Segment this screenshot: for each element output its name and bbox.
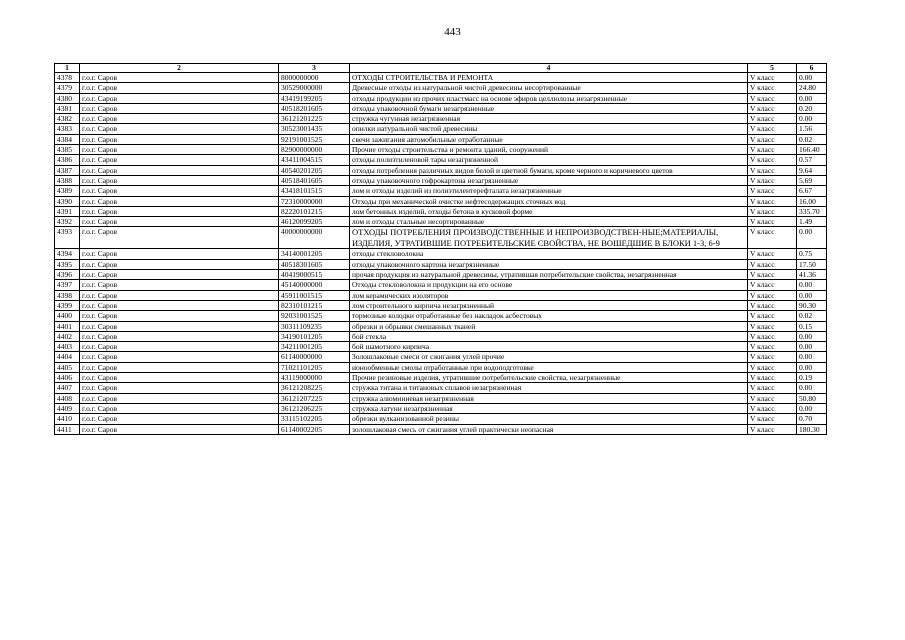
- waste-code: 43418101515: [279, 186, 350, 196]
- amount-value: 50.80: [797, 393, 827, 403]
- amount-value: 0.00: [797, 342, 827, 352]
- amount-value: 0.00: [797, 73, 827, 83]
- row-number: 4395: [55, 259, 80, 269]
- amount-value: 166.40: [797, 145, 827, 155]
- place-name: г.о.г. Саров: [80, 362, 279, 372]
- place-name: г.о.г. Саров: [80, 321, 279, 331]
- place-name: г.о.г. Саров: [80, 217, 279, 227]
- row-number: 4400: [55, 311, 80, 321]
- column-header: 2: [80, 64, 279, 73]
- row-number: 4409: [55, 403, 80, 413]
- waste-name: лом и отходы изделий из полиэтилентерефталата незагрязненные: [350, 186, 748, 196]
- hazard-class: V класс: [748, 155, 797, 165]
- amount-value: 0.00: [797, 362, 827, 372]
- amount-value: 24.80: [797, 83, 827, 93]
- place-name: г.о.г. Саров: [80, 259, 279, 269]
- hazard-class: V класс: [748, 414, 797, 424]
- waste-code: 45140000000: [279, 280, 350, 290]
- place-name: г.о.г. Саров: [80, 103, 279, 113]
- waste-code: 34211001205: [279, 342, 350, 352]
- column-header: 6: [797, 64, 827, 73]
- hazard-class: V класс: [748, 300, 797, 310]
- table-row: [55, 383, 827, 393]
- hazard-class: V класс: [748, 259, 797, 269]
- table-row: [55, 103, 827, 113]
- row-number: 4399: [55, 300, 80, 310]
- table-row: [55, 124, 827, 134]
- place-name: г.о.г. Саров: [80, 145, 279, 155]
- waste-code: 46120099205: [279, 217, 350, 227]
- waste-name: отходы потребления различных видов белой и цветной бумаги, кроме черного и коричневого цветов: [350, 165, 748, 175]
- hazard-class: V класс: [748, 321, 797, 331]
- waste-code: 30523001435: [279, 124, 350, 134]
- table-row: [55, 73, 827, 83]
- place-name: г.о.г. Саров: [80, 186, 279, 196]
- waste-code: 71021101205: [279, 362, 350, 372]
- amount-value: 6.67: [797, 186, 827, 196]
- row-number: 4405: [55, 362, 80, 372]
- row-number: 4385: [55, 145, 80, 155]
- hazard-class: V класс: [748, 93, 797, 103]
- waste-name: Золошлаковые смеси от сжигания углей прочие: [350, 352, 748, 362]
- hazard-class: V класс: [748, 373, 797, 383]
- waste-code: 36121208225: [279, 383, 350, 393]
- waste-name: стружка титана и титановых сплавов незагрязненная: [350, 383, 748, 393]
- hazard-class: V класс: [748, 290, 797, 300]
- amount-value: 0.00: [797, 331, 827, 341]
- place-name: г.о.г. Саров: [80, 114, 279, 124]
- waste-name: лом и отходы стальные несортированные: [350, 217, 748, 227]
- amount-value: 0.00: [797, 290, 827, 300]
- waste-name: стружка чугунная незагрязненная: [350, 114, 748, 124]
- waste-name: Отходы стекловолокна и продукции на его основе: [350, 280, 748, 290]
- waste-name: бой стекла: [350, 331, 748, 341]
- waste-name: лом керамических изоляторов: [350, 290, 748, 300]
- hazard-class: V класс: [748, 165, 797, 175]
- table-row: [55, 134, 827, 144]
- row-number: 4383: [55, 124, 80, 134]
- hazard-class: V класс: [748, 227, 797, 249]
- place-name: г.о.г. Саров: [80, 311, 279, 321]
- row-number: 4388: [55, 175, 80, 185]
- amount-value: 1.49: [797, 217, 827, 227]
- table-row: [55, 300, 827, 310]
- page-number: 443: [444, 26, 461, 38]
- amount-value: 180.30: [797, 424, 827, 434]
- place-name: г.о.г. Саров: [80, 403, 279, 413]
- row-number: 4389: [55, 186, 80, 196]
- row-number: 4403: [55, 342, 80, 352]
- hazard-class: V класс: [748, 206, 797, 216]
- place-name: г.о.г. Саров: [80, 165, 279, 175]
- amount-value: 9.64: [797, 165, 827, 175]
- amount-value: 0.00: [797, 383, 827, 393]
- waste-name: стружка латуни незагрязненная: [350, 403, 748, 413]
- table-row: [55, 321, 827, 331]
- table-row: [55, 186, 827, 196]
- row-number: 4386: [55, 155, 80, 165]
- row-number: 4393: [55, 227, 80, 249]
- table-row: [55, 362, 827, 372]
- place-name: г.о.г. Саров: [80, 124, 279, 134]
- amount-value: 0.02: [797, 134, 827, 144]
- place-name: г.о.г. Саров: [80, 393, 279, 403]
- column-header: 1: [55, 64, 80, 73]
- hazard-class: V класс: [748, 270, 797, 280]
- waste-code: 82310101215: [279, 300, 350, 310]
- place-name: г.о.г. Саров: [80, 414, 279, 424]
- place-name: г.о.г. Саров: [80, 342, 279, 352]
- table-row: [55, 414, 827, 424]
- row-number: 4390: [55, 196, 80, 206]
- row-number: 4387: [55, 165, 80, 175]
- amount-value: 0.02: [797, 311, 827, 321]
- row-number: 4381: [55, 103, 80, 113]
- hazard-class: V класс: [748, 403, 797, 413]
- table-row: [55, 217, 827, 227]
- waste-code: 40518301605: [279, 259, 350, 269]
- waste-code: 34190101205: [279, 331, 350, 341]
- table-row: [55, 270, 827, 280]
- waste-name: отходы упаковочного гофрокартона незагрязненные: [350, 175, 748, 185]
- place-name: г.о.г. Саров: [80, 227, 279, 249]
- table-row: [55, 175, 827, 185]
- table-row: [55, 227, 827, 249]
- table-row: [55, 373, 827, 383]
- waste-code: 61140002205: [279, 424, 350, 434]
- amount-value: 0.00: [797, 403, 827, 413]
- amount-value: 0.70: [797, 414, 827, 424]
- waste-name: опилки натуральной чистой древесины: [350, 124, 748, 134]
- waste-name: Древесные отходы из натуральной чистой древесины несортированные: [350, 83, 748, 93]
- table-row: [55, 93, 827, 103]
- table-row: [55, 331, 827, 341]
- waste-code: 40000000000: [279, 227, 350, 249]
- table-row: [55, 114, 827, 124]
- row-number: 4392: [55, 217, 80, 227]
- hazard-class: V класс: [748, 103, 797, 113]
- hazard-class: V класс: [748, 134, 797, 144]
- waste-name: отходы продукции из прочих пластмасс на основе эфиров целлюлозы незагрязненные: [350, 93, 748, 103]
- hazard-class: V класс: [748, 145, 797, 155]
- waste-name: бой шамотного кирпича: [350, 342, 748, 352]
- row-number: 4411: [55, 424, 80, 434]
- place-name: г.о.г. Саров: [80, 424, 279, 434]
- waste-name: отходы упаковочного картона незагрязненные: [350, 259, 748, 269]
- hazard-class: V класс: [748, 73, 797, 83]
- row-number: 4380: [55, 93, 80, 103]
- row-number: 4397: [55, 280, 80, 290]
- place-name: г.о.г. Саров: [80, 383, 279, 393]
- amount-value: 0.20: [797, 103, 827, 113]
- hazard-class: V класс: [748, 352, 797, 362]
- amount-value: 0.15: [797, 321, 827, 331]
- amount-value: 5.69: [797, 175, 827, 185]
- hazard-class: V класс: [748, 280, 797, 290]
- row-number: 4408: [55, 393, 80, 403]
- place-name: г.о.г. Саров: [80, 206, 279, 216]
- table-row: [55, 259, 827, 269]
- place-name: г.о.г. Саров: [80, 331, 279, 341]
- waste-name: отходы полиэтиленовой тары незагрязненной: [350, 155, 748, 165]
- waste-code: 61140000000: [279, 352, 350, 362]
- column-header: 4: [350, 64, 748, 73]
- hazard-class: V класс: [748, 342, 797, 352]
- amount-value: 0.00: [797, 227, 827, 249]
- row-number: 4407: [55, 383, 80, 393]
- waste-name: свечи зажигания автомобильные отработанные: [350, 134, 748, 144]
- amount-value: 0.00: [797, 352, 827, 362]
- table-row: [55, 311, 827, 321]
- table-row: [55, 403, 827, 413]
- waste-name: прочая продукция из натуральной древесины, утратившая потребительские свойства, незагрязненная: [350, 270, 748, 280]
- waste-name: Прочие отходы строительства и ремонта зданий, сооружений: [350, 145, 748, 155]
- table-row: [55, 249, 827, 259]
- waste-code: 36121201225: [279, 114, 350, 124]
- waste-code: 40518201605: [279, 103, 350, 113]
- table-row: [55, 342, 827, 352]
- row-number: 4396: [55, 270, 80, 280]
- hazard-class: V класс: [748, 424, 797, 434]
- amount-value: 41.36: [797, 270, 827, 280]
- place-name: г.о.г. Саров: [80, 280, 279, 290]
- row-number: 4398: [55, 290, 80, 300]
- hazard-class: V класс: [748, 331, 797, 341]
- place-name: г.о.г. Саров: [80, 73, 279, 83]
- place-name: г.о.г. Саров: [80, 155, 279, 165]
- amount-value: 17.50: [797, 259, 827, 269]
- place-name: г.о.г. Саров: [80, 134, 279, 144]
- place-name: г.о.г. Саров: [80, 83, 279, 93]
- waste-registry-table: [54, 63, 827, 435]
- row-number: 4404: [55, 352, 80, 362]
- amount-value: 335.70: [797, 206, 827, 216]
- column-header: 5: [748, 64, 797, 73]
- waste-name: отходы стекловолокна: [350, 249, 748, 259]
- waste-code: 40540201205: [279, 165, 350, 175]
- hazard-class: V класс: [748, 175, 797, 185]
- place-name: г.о.г. Саров: [80, 352, 279, 362]
- table-row: [55, 165, 827, 175]
- table-row: [55, 280, 827, 290]
- waste-code: 36121207225: [279, 393, 350, 403]
- place-name: г.о.г. Саров: [80, 249, 279, 259]
- table-row: [55, 206, 827, 216]
- waste-code: 92031001525: [279, 311, 350, 321]
- hazard-class: V класс: [748, 114, 797, 124]
- amount-value: 1.56: [797, 124, 827, 134]
- place-name: г.о.г. Саров: [80, 270, 279, 280]
- waste-code: 92191001525: [279, 134, 350, 144]
- hazard-class: V класс: [748, 383, 797, 393]
- waste-code: 40419000515: [279, 270, 350, 280]
- table-header: [55, 64, 827, 73]
- waste-name: золошлаковая смесь от сжигания углей практически неопасная: [350, 424, 748, 434]
- waste-name: ионообменные смолы отработанные при водоподготовке: [350, 362, 748, 372]
- table-row: [55, 352, 827, 362]
- table-row: [55, 155, 827, 165]
- place-name: г.о.г. Саров: [80, 93, 279, 103]
- waste-code: 34140001205: [279, 249, 350, 259]
- place-name: г.о.г. Саров: [80, 175, 279, 185]
- amount-value: 90.30: [797, 300, 827, 310]
- table-row: [55, 290, 827, 300]
- column-header: 3: [279, 64, 350, 73]
- waste-name: ОТХОДЫ СТРОИТЕЛЬСТВА И РЕМОНТА: [350, 73, 748, 83]
- row-number: 4379: [55, 83, 80, 93]
- waste-code: 43119000000: [279, 373, 350, 383]
- hazard-class: V класс: [748, 186, 797, 196]
- table-row: [55, 145, 827, 155]
- amount-value: 0.00: [797, 280, 827, 290]
- waste-name: лом бетонных изделий, отходы бетона в кусковой форме: [350, 206, 748, 216]
- amount-value: 0.19: [797, 373, 827, 383]
- hazard-class: V класс: [748, 393, 797, 403]
- header-row: [55, 64, 827, 73]
- row-number: 4410: [55, 414, 80, 424]
- row-number: 4401: [55, 321, 80, 331]
- place-name: г.о.г. Саров: [80, 196, 279, 206]
- waste-name: обрезки вулканизованной резины: [350, 414, 748, 424]
- row-number: 4402: [55, 331, 80, 341]
- waste-name: отходы упаковочной бумаги незагрязненные: [350, 103, 748, 113]
- waste-code: 72310000000: [279, 196, 350, 206]
- waste-name: Прочие резиновые изделия, утратившие потребительские свойства, незагрязненные: [350, 373, 748, 383]
- table-row: [55, 393, 827, 403]
- place-name: г.о.г. Саров: [80, 300, 279, 310]
- waste-code: 8000000000: [279, 73, 350, 83]
- waste-code: 45911001515: [279, 290, 350, 300]
- waste-name: ОТХОДЫ ПОТРЕБЛЕНИЯ ПРОИЗВОДСТВЕННЫЕ И НЕПРОИЗВОДСТВЕН-НЫЕ;МАТЕРИАЛЫ, ИЗДЕЛИЯ, УТРАТИВШИЕ ПОТРЕБИТЕЛЬСКИЕ СВОЙСТВА, НЕ ВОШЕДШИЕ В БЛОКИ 1-3, 6-9: [350, 227, 748, 249]
- amount-value: 0.00: [797, 114, 827, 124]
- waste-name: лом строительного кирпича незагрязненный: [350, 300, 748, 310]
- amount-value: 0.75: [797, 249, 827, 259]
- waste-code: 43411004515: [279, 155, 350, 165]
- waste-code: 43419199205: [279, 93, 350, 103]
- waste-code: 30311109235: [279, 321, 350, 331]
- waste-code: 36121206225: [279, 403, 350, 413]
- table-row: [55, 83, 827, 93]
- waste-name: стружка алюминиевая незагрязненная: [350, 393, 748, 403]
- hazard-class: V класс: [748, 83, 797, 93]
- place-name: г.о.г. Саров: [80, 290, 279, 300]
- row-number: 4382: [55, 114, 80, 124]
- row-number: 4378: [55, 73, 80, 83]
- waste-name: тормозные колодки отработанные без накладок асбестовых: [350, 311, 748, 321]
- amount-value: 16.00: [797, 196, 827, 206]
- hazard-class: V класс: [748, 362, 797, 372]
- waste-code: 30529000000: [279, 83, 350, 93]
- hazard-class: V класс: [748, 196, 797, 206]
- waste-code: 33115102205: [279, 414, 350, 424]
- row-number: 4394: [55, 249, 80, 259]
- hazard-class: V класс: [748, 217, 797, 227]
- table-row: [55, 424, 827, 434]
- row-number: 4406: [55, 373, 80, 383]
- hazard-class: V класс: [748, 249, 797, 259]
- table-body: [55, 73, 827, 435]
- waste-name: обрезки и обрывки смешанных тканей: [350, 321, 748, 331]
- hazard-class: V класс: [748, 124, 797, 134]
- waste-code: 40518401605: [279, 175, 350, 185]
- table-row: [55, 196, 827, 206]
- waste-name: Отходы при механической очистке нефтесодержащих сточных вод: [350, 196, 748, 206]
- amount-value: 0.57: [797, 155, 827, 165]
- waste-code: 82220101215: [279, 206, 350, 216]
- amount-value: 0.00: [797, 93, 827, 103]
- waste-code: 82900000000: [279, 145, 350, 155]
- place-name: г.о.г. Саров: [80, 373, 279, 383]
- hazard-class: V класс: [748, 311, 797, 321]
- row-number: 4391: [55, 206, 80, 216]
- row-number: 4384: [55, 134, 80, 144]
